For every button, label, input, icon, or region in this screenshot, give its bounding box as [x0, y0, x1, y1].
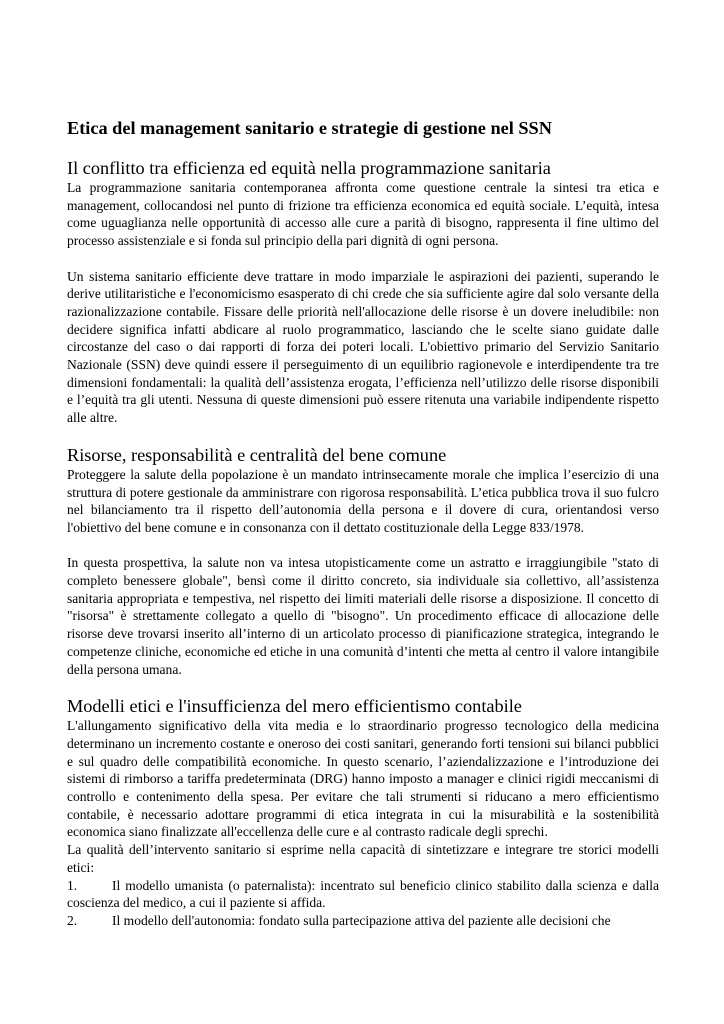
section-resources-responsibility — [67, 444, 659, 678]
list-number: 2. — [67, 912, 78, 928]
list-text: Il modello dell'autonomia: fondato sulla partecipazione attiva del paziente alle decisioni che — [112, 912, 611, 928]
list-item — [67, 877, 659, 912]
section-efficiency-equity — [67, 157, 659, 427]
list-number: 1. — [67, 877, 78, 893]
section-heading: Risorse, responsabilità e centralità del bene comune — [67, 444, 447, 465]
list-text: Il modello umanista (o paternalista): incentrato sul beneficio clinico stabilito dalla scienza e dalla coscienza del medico, a cui il paziente si affida. — [67, 877, 659, 911]
section-ethical-models — [67, 695, 659, 929]
section-heading: Il conflitto tra efficienza ed equità nella programmazione sanitaria — [67, 158, 551, 178]
paragraph: La programmazione sanitaria contemporanea affronta come questione centrale la sintesi tra etica e management, collocandosi nel punto di frizione tra efficienza economica ed equità sociale. L’equità, intesa come uguaglianza nelle opportunità di accesso alle cure a parità di bisogno, rappresenta il fine ultimo del processo assistenziale e si fonda sul principio della pari dignità di ogni persona. — [67, 180, 659, 249]
document-title: Etica del management sanitario e strategie di gestione nel SSN — [67, 118, 552, 138]
paragraph: Proteggere la salute della popolazione è un mandato intrinsecamente morale che implica l’esercizio di una struttura di potere gestionale da amministrare con rigorosa responsabilità. L’etica pubblica trova il suo fulcro nel bilanciamento tra il rispetto dell’autonomia della persona e il dovere di cura, orientandosi verso l'obiettivo del bene comune e in consonanza con il dettato costituzionale della Legge 833/1978. — [67, 466, 659, 535]
document-page — [67, 117, 659, 930]
paragraph: La qualità dell’intervento sanitario si esprime nella capacità di sintetizzare e integrare tre storici modelli etici: — [67, 842, 659, 875]
list-item — [67, 912, 659, 930]
paragraph: L'allungamento significativo della vita media e lo straordinario progresso tecnologico della medicina determinano un incremento costante e oneroso dei costi sanitari, generando forti tensioni sui bilanci pubblici e sul quadro delle compatibilità economiche. In questo scenario, l’aziendalizzazione e l’introduzione dei sistemi di rimborso a tariffa predeterminata (DRG) hanno imposto a manager e clinici rigidi meccanismi di controllo e contenimento della spesa. Per evitare che tali strumenti si riducano a mero efficientismo contabile, è necessario adottare programmi di etica integrata in cui la misurabilità e la sostenibilità economica siano finalizzate all'eccellenza delle cure e al contrasto radicale degli sprechi. — [67, 718, 659, 840]
section-heading: Modelli etici e l'insufficienza del mero efficientismo contabile — [67, 696, 522, 717]
paragraph: In questa prospettiva, la salute non va intesa utopisticamente come un astratto e irraggiungibile "stato di completo benessere globale", bensì come il diritto concreto, sia individuale sia collettivo, all’assistenza sanitaria appropriata e tempestiva, nel rispetto dei limiti materiali delle risorse a disposizione. Il concetto di "risorsa" è strettamente collegato a quello di "bisogno". Un procedimento efficace di allocazione delle risorse deve trovarsi inserito all’interno di un articolato processo di pianificazione strategica, integrando le competenze cliniche, economiche ed etiche in una comunità d’intenti che metta al centro il valore intangibile della persona umana. — [67, 555, 659, 677]
paragraph: Un sistema sanitario efficiente deve trattare in modo imparziale le aspirazioni dei pazienti, superando le derive utilitaristiche e l'economicismo esasperato di chi crede che sia sufficiente agire dal solo versante della razionalizzazione contabile. Fissare delle priorità nell'allocazione delle risorse è un dovere ineludibile: non decidere significa infatti abdicare al ruolo programmatico, lasciando che le scelte siano guidate dalle circostanze del caso o dai rapporti di forza dei poteri locali. L'obiettivo primario del Servizio Sanitario Nazionale (SSN) deve quindi essere il perseguimento di un equilibrio ragionevole e interdipendente tra tre dimensioni fondamentali: la qualità dell’assistenza erogata, l’efficienza nell’utilizzo delle risorse disponibili e l’equità tra gli utenti. Nessuna di queste dimensioni può essere ritenuta una variabile indipendente rispetto alle altre. — [67, 268, 659, 426]
